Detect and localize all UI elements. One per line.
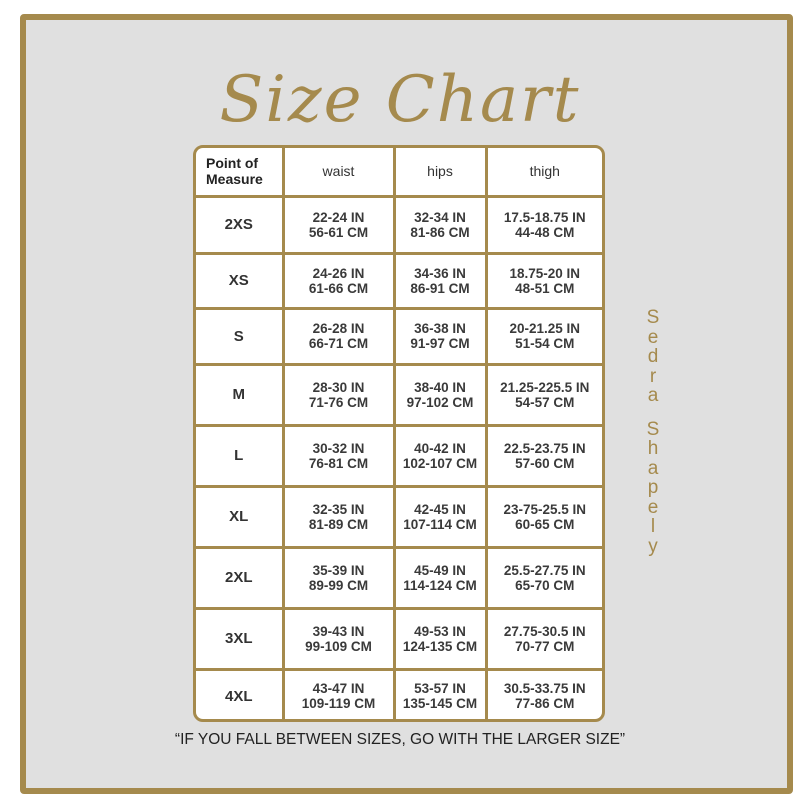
- waist-inches: 32-35 IN: [312, 501, 365, 517]
- waist-inches: 43-47 IN: [312, 681, 365, 697]
- thigh-inches: 18.75-20 IN: [509, 265, 581, 281]
- table-row: [196, 196, 602, 253]
- waist-cell: [283, 547, 394, 608]
- thigh-inches: 20-21.25 IN: [509, 321, 581, 336]
- column-header-thigh: thigh: [486, 148, 602, 196]
- thigh-centimeters: 60-65 CM: [515, 516, 575, 532]
- thigh-inches: 23-75-25.5 IN: [503, 501, 587, 517]
- thigh-centimeters: 51-54 CM: [515, 336, 575, 351]
- table-row: [196, 308, 602, 364]
- table-row: [196, 364, 602, 425]
- waist-centimeters: 99-109 CM: [305, 638, 372, 654]
- hips-cell: [394, 253, 486, 308]
- thigh-inches: 25.5-27.75 IN: [503, 562, 586, 578]
- thigh-inches: 27.75-30.5 IN: [503, 623, 586, 639]
- table-row: [196, 669, 602, 722]
- thigh-centimeters: 77-86 CM: [515, 696, 575, 712]
- table-row: [196, 486, 602, 547]
- waist-inches: 24-26 IN: [312, 265, 365, 281]
- size-table-container: [193, 145, 605, 722]
- thigh-cell: [486, 196, 602, 253]
- hips-centimeters: 91-97 CM: [410, 336, 470, 351]
- hips-inches: 38-40 IN: [414, 379, 466, 395]
- waist-centimeters: 109-119 CM: [301, 696, 376, 712]
- hips-cell: [394, 486, 486, 547]
- page-title: Size Chart: [219, 63, 581, 137]
- hips-inches: 53-57 IN: [414, 681, 466, 697]
- thigh-cell: [486, 425, 602, 486]
- thigh-centimeters: 70-77 CM: [515, 638, 575, 654]
- thigh-centimeters: 57-60 CM: [515, 455, 575, 471]
- waist-inches: 26-28 IN: [312, 321, 365, 336]
- thigh-cell: [486, 486, 602, 547]
- thigh-centimeters: 54-57 CM: [515, 394, 575, 410]
- brand-name-vertical: [628, 308, 678, 556]
- size-label: XS: [196, 253, 283, 308]
- waist-centimeters: 61-66 CM: [308, 280, 369, 296]
- waist-centimeters: 66-71 CM: [308, 336, 369, 351]
- sizing-note: “IF YOU FALL BETWEEN SIZES, GO WITH THE LARGER SIZE”: [174, 731, 626, 748]
- size-label: L: [196, 425, 283, 486]
- waist-cell: [283, 196, 394, 253]
- size-label: 4XL: [196, 669, 283, 722]
- column-header-hips: hips: [394, 148, 486, 196]
- brand-letter: S: [646, 418, 660, 440]
- table-header-row: [196, 148, 602, 196]
- hips-centimeters: 97-102 CM: [406, 394, 474, 410]
- hips-cell: [394, 364, 486, 425]
- hips-centimeters: 107-114 CM: [403, 516, 477, 532]
- waist-cell: [283, 253, 394, 308]
- size-label: XL: [196, 486, 283, 547]
- size-label: 2XL: [196, 547, 283, 608]
- hips-inches: 34-36 IN: [414, 265, 466, 281]
- brand-letter: y: [648, 535, 658, 557]
- brand-letter: p: [647, 477, 659, 498]
- thigh-cell: [486, 608, 602, 669]
- thigh-inches: 21.25-225.5 IN: [500, 379, 590, 395]
- waist-cell: [283, 308, 394, 364]
- hips-inches: 36-38 IN: [414, 321, 466, 336]
- thigh-inches: 17.5-18.75 IN: [503, 209, 586, 225]
- hips-cell: [394, 196, 486, 253]
- brand-letter: d: [647, 346, 659, 367]
- hips-centimeters: 114-124 CM: [403, 577, 477, 593]
- thigh-cell: [486, 253, 602, 308]
- brand-letter: e: [647, 496, 659, 518]
- waist-centimeters: 56-61 CM: [308, 224, 369, 240]
- table-row: [196, 608, 602, 669]
- point-of-measure-header: Point of Measure: [196, 148, 283, 196]
- hips-inches: 45-49 IN: [414, 562, 466, 578]
- table-row: [196, 547, 602, 608]
- size-label: M: [196, 364, 283, 425]
- column-header-waist: waist: [283, 148, 394, 196]
- waist-centimeters: 81-89 CM: [308, 516, 369, 532]
- hips-cell: [394, 308, 486, 364]
- thigh-centimeters: 44-48 CM: [515, 224, 575, 240]
- thigh-inches: 22.5-23.75 IN: [503, 440, 586, 456]
- thigh-cell: [486, 547, 602, 608]
- size-label: 3XL: [196, 608, 283, 669]
- hips-inches: 40-42 IN: [414, 440, 466, 456]
- hips-centimeters: 81-86 CM: [410, 224, 470, 240]
- brand-letter: e: [647, 326, 659, 348]
- waist-inches: 30-32 IN: [312, 440, 365, 456]
- hips-inches: 42-45 IN: [414, 501, 466, 517]
- hips-cell: [394, 608, 486, 669]
- table-row: [196, 425, 602, 486]
- size-table: [196, 148, 602, 722]
- thigh-centimeters: 65-70 CM: [515, 577, 575, 593]
- size-label: 2XS: [196, 196, 283, 253]
- brand-letter: h: [647, 438, 659, 459]
- brand-letter: r: [649, 365, 657, 387]
- table-row: [196, 253, 602, 308]
- size-label: S: [196, 308, 283, 364]
- hips-cell: [394, 425, 486, 486]
- brand-letter: [628, 406, 678, 420]
- brand-letter: l: [650, 516, 656, 537]
- waist-cell: [283, 486, 394, 547]
- brand-letter: a: [647, 385, 659, 406]
- hips-cell: [394, 547, 486, 608]
- hips-cell: [394, 669, 486, 722]
- hips-centimeters: 135-145 CM: [402, 696, 478, 712]
- waist-inches: 39-43 IN: [312, 623, 365, 639]
- brand-letter: a: [647, 457, 659, 479]
- hips-centimeters: 86-91 CM: [410, 280, 470, 296]
- waist-centimeters: 89-99 CM: [308, 577, 369, 593]
- waist-centimeters: 76-81 CM: [308, 455, 369, 471]
- hips-inches: 49-53 IN: [414, 623, 466, 639]
- waist-cell: [283, 669, 394, 722]
- waist-centimeters: 71-76 CM: [308, 394, 369, 410]
- hips-centimeters: 102-107 CM: [402, 455, 478, 471]
- waist-inches: 28-30 IN: [312, 379, 365, 395]
- waist-cell: [283, 425, 394, 486]
- hips-inches: 32-34 IN: [414, 209, 466, 225]
- thigh-cell: [486, 669, 602, 722]
- waist-cell: [283, 608, 394, 669]
- thigh-cell: [486, 308, 602, 364]
- thigh-centimeters: 48-51 CM: [515, 280, 575, 296]
- thigh-inches: 30.5-33.75 IN: [503, 681, 586, 697]
- brand-letter: S: [646, 307, 660, 328]
- waist-cell: [283, 364, 394, 425]
- thigh-cell: [486, 364, 602, 425]
- waist-inches: 35-39 IN: [312, 562, 365, 578]
- waist-inches: 22-24 IN: [312, 209, 365, 225]
- hips-centimeters: 124-135 CM: [402, 638, 478, 654]
